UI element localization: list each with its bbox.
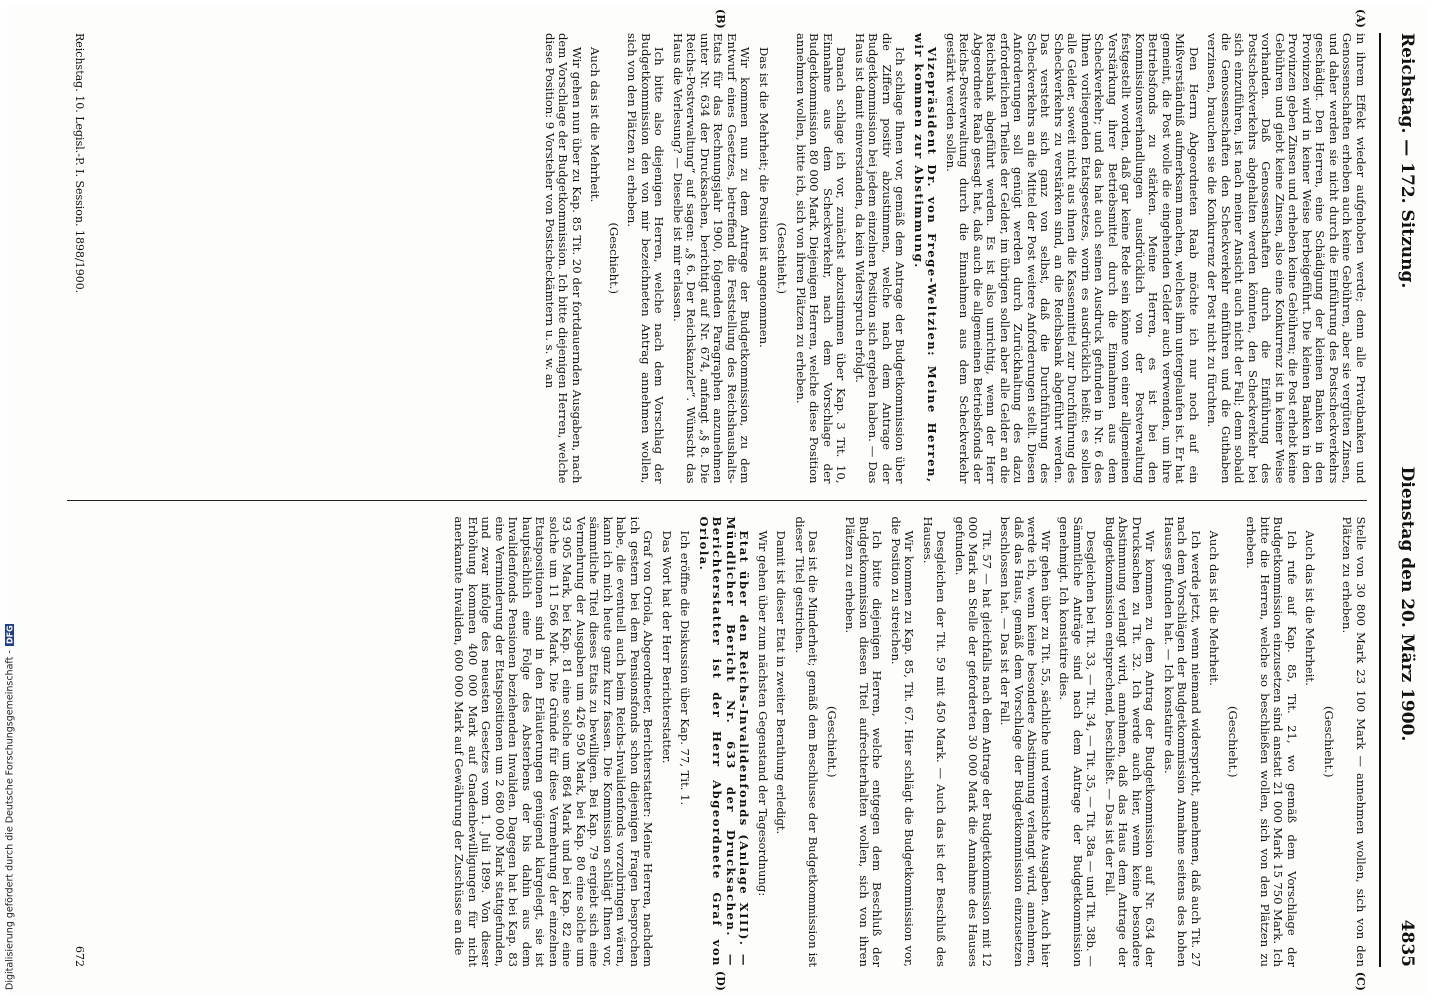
paragraph: Den Herrn Abgeordneten Raab möchte ich nur noch auf ein Mißverständniß aufmerksam machen, welches ihm untergelaufen ist. Er hat gemeint, die Post wolle die eingehenden Gelder auch verwenden, um ihre Betriebsfonds zu stärken. Meine Herren, es ist bei den Kommissionsverhandlungen ausdrücklich von der Postverwaltung festgestellt worden, daß gar keine Rede sein könne von einer allgemeinen Verstärkung ihrer Betriebsmittel durch die Einnahmen aus dem Scheckverkehr; und das hat auch seinen Ausdruck gefunden in Nr. 6 des Ihnen vorliegenden Etatsgesetzes, worin es ausdrücklich heißt: es sollen alle Gelder, soweit nicht aus ihnen die Kassenmittel zur Durchführung des Scheckverkehrs zu verstärken sind, an die Reichsbank abgeführt werden. Das versteht sich ganz von selbst, daß die Durchführung des Scheckverkehrs an die Mittel der Post weitere Anforderungen stellt. Diesen Anforderungen soll genügt werden durch Zurückhaltung des dazu erforderlichen Theiles der Gelder, im übrigen sollen aber alle Gelder an die Reichsbank abgeführt werden. Es ist also unrichtig, wenn der Herr Abgeordnete Raab gesagt hat, daß auch die allgemeinen Betriebsfonds der Reichs-Postverwaltung durch die Einnahmen aus dem Scheckverkehr gestärkt werden sollen. xyxy=(944,33,1201,484)
paragraph: Desgleichen der Tit. 59 mit 450 Mark. — Auch das ist der Beschluß des Hauses. xyxy=(921,516,949,967)
session-footer: Reichstag. 10. Legisl.-P. I. Session. 1898/1900. xyxy=(73,33,87,294)
paragraph: Ich bitte diejenigen Herren, welche entgegen dem Beschluß der Budgetkommission diesen Titel aufrechterhalten wollen, sich von ihren Plätzen zu erheben. xyxy=(843,516,885,967)
paragraph: Ich bitte also diejenigen Herren, welche nach dem Vorschlag der Budgetkommission den von mir bezeichneten Antrag annehmen wollen, sich von den Plätzen zu erheben. xyxy=(625,33,667,484)
credit-text: Digitalisierung gefördert durch die Deutsche Forschungsgemeinschaft - xyxy=(4,650,16,990)
page-header xyxy=(1379,33,1417,967)
margin-mark-d: (D) xyxy=(714,971,727,991)
paragraph: Wir gehen über zu Tit. 55, sächliche und vermischte Ausgaben. Auch hier werde ich, wenn keine besondere Abstimmung verlangt wird, annehmen, daß das Haus, gemäß dem Vorschlage der Budgetkommission einzusetzen beschlossen hat. — Das ist der Fall. xyxy=(998,516,1053,967)
paragraph: Wir gehen nun über zu Kap. 85 Tit. 20 der fortdauernden Ausgaben, nach dem Vorschlage der Budgetkommission. Ich bitte diejenigen Herren, welche diese Position: 9 Vorsteher von Postscheckämtern u. s. w. an xyxy=(543,33,584,484)
stage-direction: (Geschieht.) xyxy=(825,706,839,778)
right-column-text xyxy=(452,517,1367,968)
digitization-credit xyxy=(2,30,18,990)
scanned-page xyxy=(4,5,1427,995)
paragraph: Auch das ist die Mehrheit. xyxy=(1207,530,1222,686)
speaker-paragraph: Vizepräsident Dr. von Frege-Weltzien: Meine Herren, wir kommen zur Abstimmung. xyxy=(912,33,940,484)
header-center: Dienstag den 20. März 1900. xyxy=(1397,466,1417,742)
left-column xyxy=(67,9,1368,500)
paragraph: Auch das ist die Mehrheit. xyxy=(588,47,603,203)
two-column-body xyxy=(67,9,1368,991)
agenda-item-heading: Etat über den Reichs-Invalidenfonds (Anlage XIII). — Mündlicher Bericht Nr. 633 der Drucksachen. — Berichterstatter ist der Herr Abgeordnete Graf von Oriola. xyxy=(697,516,752,967)
paragraph: Tit. 57 — hat gleichfalls nach dem Antrage der Budgetkommission mit 12 000 Mark an Stelle der geforderten 30 000 Mark die Annahme des Hauses gefunden. xyxy=(953,516,994,967)
paragraph: Danach schlage ich vor, zunächst abzustimmen über Kap. 3 Tit. 10, Einnahme aus dem Scheckverkehr, nach dem Vorschlage der Budgetkommission 80 000 Mark. Diejenigen Herren, welche diese Position annehmen wollen, bitte ich, sich von ihren Plätzen zu erheben. xyxy=(794,33,849,484)
stage-direction: (Geschieht.) xyxy=(607,222,621,294)
paragraph: Auch das ist die Mehrheit. xyxy=(1303,530,1318,686)
stage-direction: (Geschieht.) xyxy=(775,222,790,294)
left-column-text xyxy=(543,33,1368,484)
paragraph: Wir kommen zu dem Antrag der Budgetkommission auf Nr. 634 der Drucksachen zu Tit. 32. Ich werde auch hier, wenn keine besondere Abstimmung verlangt wird, annehmen, daß das Haus dem Antrage der Budgetkommission entsprechend, beschließt. — Das ist der Fall. xyxy=(1103,516,1158,967)
paragraph: Das Wort hat der Herr Berichterstatter. xyxy=(660,530,674,764)
paragraph: Stelle von 30 800 Mark 23 100 Mark — annehmen wollen, sich von den Plätzen zu erheben. xyxy=(1340,516,1368,967)
stage-direction: (Geschieht.) xyxy=(1322,706,1336,778)
paragraph: Desgleichen bei Tit. 33, — Tit. 34, — Tit. 35, — Tit. 38a — und Tit. 38b. — Sämmtliche Anträge sind nach dem Antrage der Budgetkommission genehmigt. Ich konstatire dies. xyxy=(1057,516,1099,967)
dfg-logo: DFG xyxy=(5,625,15,645)
paragraph: Wir kommen zu Kap. 85, Tit. 67. Hier schlägt die Budgetkommission vor, die Position zu streichen. xyxy=(889,516,917,967)
paragraph: in ihrem Effekt wieder aufgehoben werde; denn alle Privatbanken und Genossenschaften erheben auch keine Gebühren, aber sie vergüten Zinsen, und daher werden sie nicht durch die Einführung des Postscheckverkehrs geschädigt. Den Herren, eine Schädigung der kleinen Banken in den Provinzen wird in keiner Weise herbeigeführt. Die kleinen Banken in den Provinzen geben Zinsen und erheben keine Gebühren; die Post erhebt keine Gebühren und giebt keine Zinsen, also eine Konkurrenz ist in keiner Weise vorhanden. Daß Genossenschaften durch die Einführung des Postscheckverkehrs abgehalten werden könnten, den Scheckverkehr bei sich einzuführen, ist nach meiner Ansicht auch nicht der Fall; denn sobald die Genossenschaften den Scheckverkehr einführen und die Guthaben verzinsen, brauchen sie die Konkurrenz der Post nicht zu fürchten. xyxy=(1205,33,1368,484)
paragraph: Ich eröffne die Diskussion über Kap. 77, Tit. 1. xyxy=(678,530,693,806)
right-column xyxy=(67,500,1368,991)
paragraph: Das ist die Minderheit; gemäß dem Beschlusse der Budgetkommission ist dieser Titel gestrichen. xyxy=(793,516,821,967)
paragraph: Damit ist dieser Etat in zweiter Berathung erledigt. xyxy=(774,530,789,835)
paragraph: Wir gehen über zum nächsten Gegenstand der Tagesordnung: xyxy=(756,530,770,897)
bottom-page-number: 672 xyxy=(73,946,87,967)
header-left: Reichstag. — 172. Sitzung. xyxy=(1397,33,1417,289)
paragraph: Ich rufe auf Kap. 85, Tit. 21, wo gemäß dem Vorschlage der Budgetkommission einzusetzen sind anstatt 21 000 Mark 15 750 Mark. Ich bitte die Herren, welche so beschließen wollen, sich von den Plätzen zu erheben. xyxy=(1244,516,1299,967)
paragraph: Wir kommen nun zu dem Antrage der Budgetkommission, zu dem Entwurf eines Gesetzes, betreffend die Feststellung des Reichshaushalts-Etats für das Rechnungsjahr 1900, folgenden Paragraphen anzunehmen unter Nr. 634 der Drucksachen, berichtigt auf Nr. 674, anfangt „§ 8. Die Reichs-Postverwaltung“ auf sagen: „§ 6. Der Reichskanzler“. Wünscht das Haus die Verlesung? — Dieselbe ist mir erlassen. xyxy=(671,33,753,484)
header-page-number: 4835 xyxy=(1397,919,1417,967)
paragraph: Das ist die Mehrheit; die Position ist angenommen. xyxy=(757,47,771,348)
left-column-footer xyxy=(73,33,87,484)
paragraph: Graf von Oriola, Abgeordneter, Berichterstatter: Meine Herren, nachdem ich gestern bei dem Pensionsfonds schon diejenigen Fragen besprochen habe, die eventuell auch beim Reichs-Invalidenfonds vorzubringen wären, kann ich mich heute ganz kurz fassen. Die Kommission schlägt Ihnen vor, sämmtliche Titel dieses Etats zu bewilligen. Bei Kap. 79 ergiebt sich eine Vermehrung der Ausgaben um 426 950 Mark, bei Kap. 80 eine solche um 93 905 Mark, bei Kap. 81 eine solche um 864 Mark und bei Kap. 82 eine solche um 11 566 Mark. Die Gründe für diese Vermehrung der einzelnen Etatspositionen sind in den Erläuterungen genügend klargelegt, sie ist hauptsächlich eine Folge des Absterbens der bis dahin aus dem Invalidenfonds Pensionen beziehenden Invaliden. Dagegen hat bei Kap. 83 eine Verminderung der Etatspositionen um 2 680 000 Mark stattgefunden, und zwar infolge des neuesten Gesetzes vom 1. Juli 1899. Von dieser Erhöhung kommen 400 000 Mark auf Gnadenbewilligungen für nicht anerkannte Invaliden, 600 000 Mark auf Gewährung der Zuschüsse an die xyxy=(452,516,656,967)
stage-direction: (Geschieht.) xyxy=(1226,706,1240,778)
paragraph: Ich werde jetzt, wenn niemand widerspricht, annehmen, daß auch Tit. 27 nach dem Vorschlägen der Budgetkommission Annahme seitens des hohen Hauses gefunden hat. — Ich konstatire das. xyxy=(1162,516,1203,967)
margin-mark-a: (A) xyxy=(1354,9,1367,28)
margin-mark-b: (B) xyxy=(714,9,727,29)
margin-mark-c: (C) xyxy=(1354,971,1367,991)
paragraph: Ich schlage Ihnen vor, gemäß dem Antrage der Budgetkommission über die Ziffern positiv abzustimmen, welche nach dem Antrage der Budgetkommission bei jedem einzelnen Position sich ergeben haben. — Das Haus ist damit einverstanden, da kein Widerspruch erfolgt. xyxy=(853,33,908,484)
